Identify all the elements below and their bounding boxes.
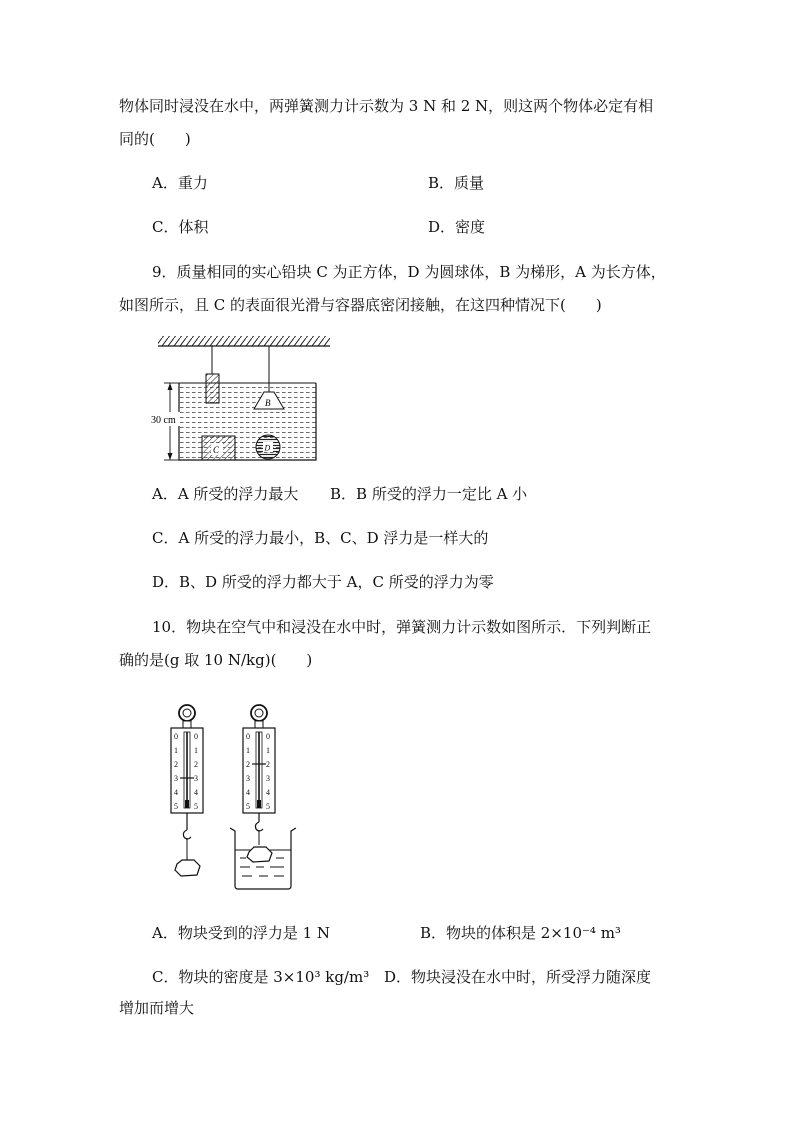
svg-text:4: 4 (266, 788, 270, 797)
q8-stem-line2: 同的( ) (119, 130, 191, 148)
label-d: D (264, 443, 271, 453)
svg-text:0: 0 (266, 732, 270, 741)
svg-text:1: 1 (266, 746, 270, 755)
q9-option-a: A．A 所受的浮力最大 (152, 485, 299, 503)
svg-text:3: 3 (266, 774, 270, 783)
depth-arrow-up (168, 383, 173, 390)
svg-text:1: 1 (194, 746, 198, 755)
q10-stem-line2: 确的是(g 取 10 N/kg)( ) (119, 651, 313, 669)
q10-figure (160, 700, 310, 895)
svg-text:1: 1 (246, 746, 250, 755)
svg-text:2: 2 (194, 760, 198, 769)
svg-text:4: 4 (194, 788, 198, 797)
q9-option-c: C．A 所受的浮力最小，B、C、D 浮力是一样大的 (152, 529, 489, 547)
q10-option-a: A．物块受到的浮力是 1 N (152, 924, 331, 942)
q9-option-d: D．B、D 所受的浮力都大于 A，C 所受的浮力为零 (152, 573, 494, 591)
water-body (179, 383, 316, 460)
svg-text:5: 5 (266, 802, 270, 811)
ceiling-hatch (158, 336, 330, 346)
q10-option-d-cont: 增加而增大 (119, 999, 195, 1017)
q9-figure (150, 330, 335, 465)
hook-in-air (183, 830, 191, 839)
q10-option-c: C．物块的密度是 3×10³ kg/m³ (152, 968, 370, 986)
depth-arrow-down (168, 453, 173, 460)
label-c: C (213, 445, 220, 455)
q9-stem-line2: 如图所示，且 C 的表面很光滑与容器底密闭接触，在这四种情况下( ) (119, 296, 602, 314)
svg-text:3: 3 (194, 774, 198, 783)
svg-text:4: 4 (174, 788, 178, 797)
svg-text:4: 4 (246, 788, 250, 797)
block-in-water (247, 847, 272, 862)
q10-option-b: B．物块的体积是 2×10⁻⁴ m³ (420, 924, 621, 942)
svg-text:3: 3 (174, 774, 178, 783)
svg-text:5: 5 (194, 802, 198, 811)
svg-text:0: 0 (174, 732, 178, 741)
svg-text:0: 0 (246, 732, 250, 741)
svg-text:2: 2 (266, 760, 270, 769)
q10-stem-line1: 10．物块在空气中和浸没在水中时，弹簧测力计示数如图所示．下列判断正 (152, 618, 652, 636)
q8-option-b: B．质量 (428, 174, 485, 192)
svg-text:1: 1 (174, 746, 178, 755)
q10-option-d: D．物块浸没在水中时，所受浮力随深度 (384, 968, 652, 986)
block-a (206, 374, 219, 403)
q9-stem-line1: 9．质量相同的实心铅块 C 为正方体，D 为圆球体，B 为梯形，A 为长方体， (152, 263, 666, 281)
svg-text:5: 5 (174, 802, 178, 811)
q9-option-b: B．B 所受的浮力一定比 A 小 (330, 485, 528, 503)
label-b: B (265, 398, 271, 408)
block-in-air (175, 860, 200, 876)
q8-option-a: A．重力 (152, 174, 208, 192)
svg-text:2: 2 (174, 760, 178, 769)
svg-text:2: 2 (246, 760, 250, 769)
svg-text:3: 3 (246, 774, 250, 783)
svg-text:5: 5 (246, 802, 250, 811)
depth-label: 30 cm (151, 415, 176, 426)
q8-option-d: D．密度 (428, 218, 486, 236)
q8-stem-line1: 物体同时浸没在水中，两弹簧测力计示数为 3 N 和 2 N，则这两个物体必定有相 (119, 97, 654, 115)
svg-text:0: 0 (194, 732, 198, 741)
spring-balance-in-water (243, 705, 275, 845)
q8-option-c: C．体积 (152, 218, 209, 236)
